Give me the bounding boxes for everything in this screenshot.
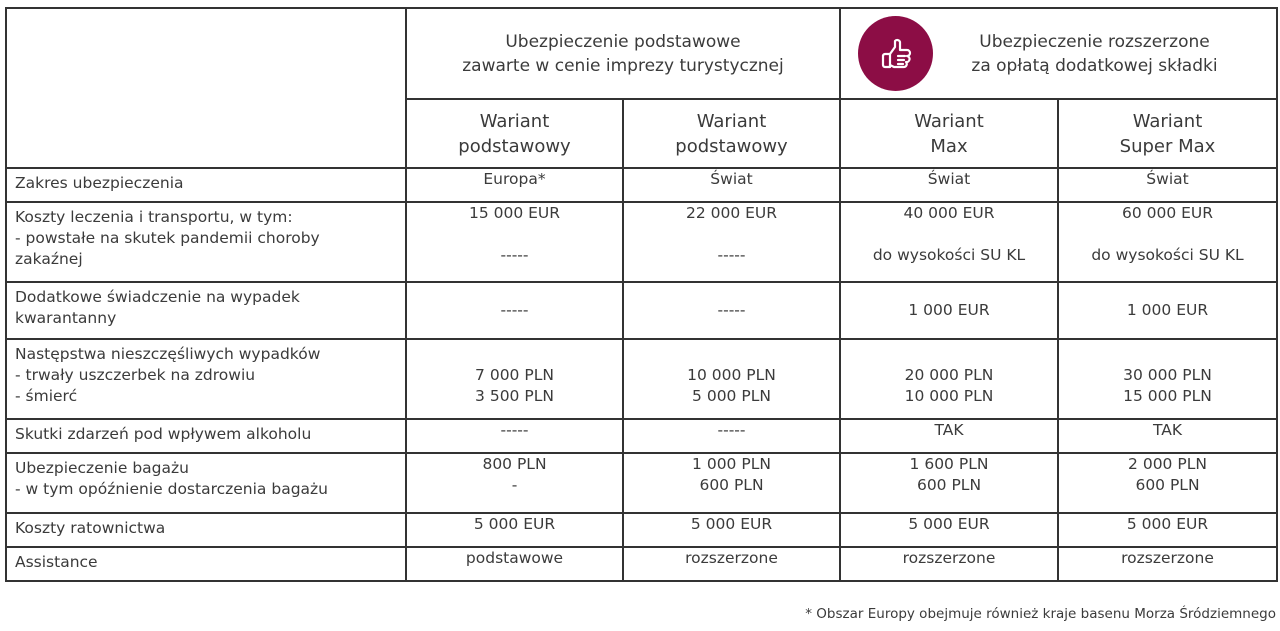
header-group-extended — [840, 8, 1277, 99]
cell: rozszerzone — [623, 547, 840, 581]
cell: Świat — [1058, 168, 1277, 202]
cell: 2 000 PLN 600 PLN — [1058, 453, 1277, 513]
cell: 40 000 EUR do wysokości SU KL — [840, 202, 1058, 282]
header-group-basic — [406, 8, 840, 99]
cell: 10 000 PLN 5 000 PLN — [623, 339, 840, 419]
variant-header-1: Wariant podstawowy — [406, 99, 623, 168]
cell: 20 000 PLN 10 000 PLN — [840, 339, 1058, 419]
cell: ----- — [623, 419, 840, 453]
cell: 1 000 PLN 600 PLN — [623, 453, 840, 513]
cell: TAK — [840, 419, 1058, 453]
table-row — [6, 547, 1277, 581]
cell: 22 000 EUR ----- — [623, 202, 840, 282]
cell: 7 000 PLN 3 500 PLN — [406, 339, 623, 419]
cell: 5 000 EUR — [406, 513, 623, 547]
cell: ----- — [623, 282, 840, 339]
cell: 1 000 EUR — [840, 282, 1058, 339]
cell: 5 000 EUR — [840, 513, 1058, 547]
table-row — [6, 419, 1277, 453]
cell: 5 000 EUR — [1058, 513, 1277, 547]
table-row — [6, 282, 1277, 339]
cell: 800 PLN - — [406, 453, 623, 513]
cell: rozszerzone — [840, 547, 1058, 581]
group-basic-line2: zawarte w cenie imprezy turystycznej — [462, 55, 784, 76]
variant-header-max: Wariant Max — [840, 99, 1058, 168]
table-row — [6, 339, 1277, 419]
table-row — [6, 453, 1277, 513]
insurance-comparison-table — [5, 7, 1278, 582]
table-row — [6, 513, 1277, 547]
cell: 1 600 PLN 600 PLN — [840, 453, 1058, 513]
row-label: Zakres ubezpieczenia — [6, 168, 406, 202]
cell: TAK — [1058, 419, 1277, 453]
cell: rozszerzone — [1058, 547, 1277, 581]
header-group-row — [6, 8, 1277, 99]
table-row — [6, 168, 1277, 202]
cell: ----- — [406, 419, 623, 453]
group-basic-line1: Ubezpieczenie podstawowe — [505, 31, 741, 52]
thumbs-up-icon — [858, 16, 933, 91]
group-extended-line2: za opłatą dodatkowej składki — [971, 55, 1218, 76]
cell: Europa* — [406, 168, 623, 202]
cell: podstawowe — [406, 547, 623, 581]
row-label: Następstwa nieszczęśliwych wypadków - trwały uszczerbek na zdrowiu - śmierć — [6, 339, 406, 419]
group-extended-line1: Ubezpieczenie rozszerzone — [979, 31, 1210, 52]
footnote: * Obszar Europy obejmuje również kraje basenu Morza Śródziemnego — [805, 606, 1276, 622]
row-label: Koszty ratownictwa — [6, 513, 406, 547]
variant-header-2: Wariant podstawowy — [623, 99, 840, 168]
row-label: Skutki zdarzeń pod wpływem alkoholu — [6, 419, 406, 453]
row-label: Dodatkowe świadczenie na wypadek kwarantanny — [6, 282, 406, 339]
cell: ----- — [406, 282, 623, 339]
header-empty-cell — [6, 8, 406, 168]
cell: 30 000 PLN 15 000 PLN — [1058, 339, 1277, 419]
table-row — [6, 202, 1277, 282]
row-label: Koszty leczenia i transportu, w tym: - powstałe na skutek pandemii choroby zakaźnej — [6, 202, 406, 282]
cell: 1 000 EUR — [1058, 282, 1277, 339]
variant-header-super-max: Wariant Super Max — [1058, 99, 1277, 168]
cell: 15 000 EUR ----- — [406, 202, 623, 282]
row-label: Assistance — [6, 547, 406, 581]
cell: Świat — [623, 168, 840, 202]
cell: Świat — [840, 168, 1058, 202]
row-label: Ubezpieczenie bagażu - w tym opóźnienie dostarczenia bagażu — [6, 453, 406, 513]
cell: 60 000 EUR do wysokości SU KL — [1058, 202, 1277, 282]
cell: 5 000 EUR — [623, 513, 840, 547]
